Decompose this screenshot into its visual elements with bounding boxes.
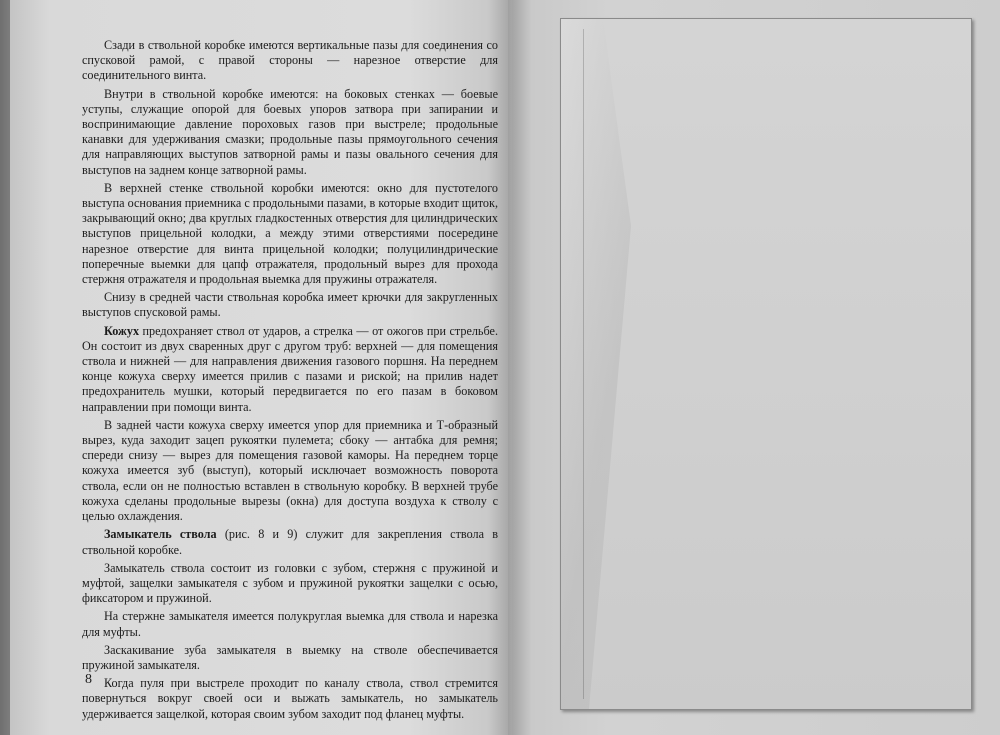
paragraph: Когда пуля при выстреле проходит по каналу ствола, ствол стремится повернуться вокруг своей оси и выжать замыкатель, но замыкатель удерживается защелкой, которая своим зубом заходит под фланец муфты.: [82, 676, 498, 721]
left-page: [10, 0, 508, 735]
paragraph: В задней части кожуха сверху имеется упор для приемника и Т-образный вырез, куда заходит зацеп рукоятки пулемета; сбоку — антабка для ремня; спереди снизу — вырез для помещения газовой каморы. На переднем торце кожуха имеется зуб (выступ), который исключает возможность поворота ствола, если он не полностью вставлен в ствольную коробку. В верхней трубе кожуха сделаны продольные вырезы (окна) для доступа воздуха к стволу с целью охлаждения.: [82, 417, 498, 524]
paragraph: В верхней стенке ствольной коробки имеются: окно для пустотелого выступа основания приемника с продольными пазами, в которые входит щиток, закрывающий окно; два круглых гладкостенных отверстия для цилиндрических выступов прицельной колодки, а между этими отверстиями посередине нарезное отверстие для винта прицельной колодки; полуцилиндрические поперечные выемки для цапф отражателя, продольный вырез для прохода стержня отражателя и продольная выемка для пружины отражателя.: [82, 180, 498, 287]
page-text: [82, 38, 498, 725]
paragraph: Замыкатель ствола (рис. 8 и 9) служит для закрепления ствола в ствольной коробке.: [82, 527, 498, 557]
blank-insert-sheet: [560, 18, 972, 710]
paragraph: Кожух предохраняет ствол от ударов, а стрелка — от ожогов при стрельбе. Он состоит из двух сваренных друг с другом труб: верхней — для помещения ствола и нижней — для направления движения газового поршня. На переднем конце кожуха сверху имеется прилив с пазами и риской; на прилив надет предохранитель мушки, который передвигается по его пазам в боковом направлении при помощи винта.: [82, 323, 498, 414]
paragraph: Сзади в ствольной коробке имеются вертикальные пазы для соединения со спусковой рамой, с правой стороны — нарезное отверстие для соединительного винта.: [82, 38, 498, 83]
paragraph: Внутри в ствольной коробке имеются: на боковых стенках — боевые уступы, служащие опорой для боевых упоров затвора при запирании и воспринимающие давление пороховых газов при выстреле; продольные канавки для удерживания смазки; продольные пазы прямоугольного сечения для направляющих выступов затворной рамы и пазы овального сечения для выступов на заднем конце затворной рамы.: [82, 86, 498, 177]
paragraph: Замыкатель ствола состоит из головки с зубом, стержня с пружиной и муфтой, защелки замыкателя с зубом и пружиной рукоятки защелки с осью, фиксатором и пружиной.: [82, 560, 498, 606]
paragraph: На стержне замыкателя имеется полукруглая выемка для ствола и нарезка для муфты.: [82, 609, 498, 639]
paragraph: Снизу в средней части ствольная коробка имеет крючки для закругленных выступов спусковой рамы.: [82, 290, 498, 320]
page-number: 8: [85, 672, 92, 687]
paragraph: Заскакивание зуба замыкателя в выемку на стволе обеспечивается пружиной замыкателя.: [82, 642, 498, 672]
sheet-edge: [583, 29, 974, 699]
